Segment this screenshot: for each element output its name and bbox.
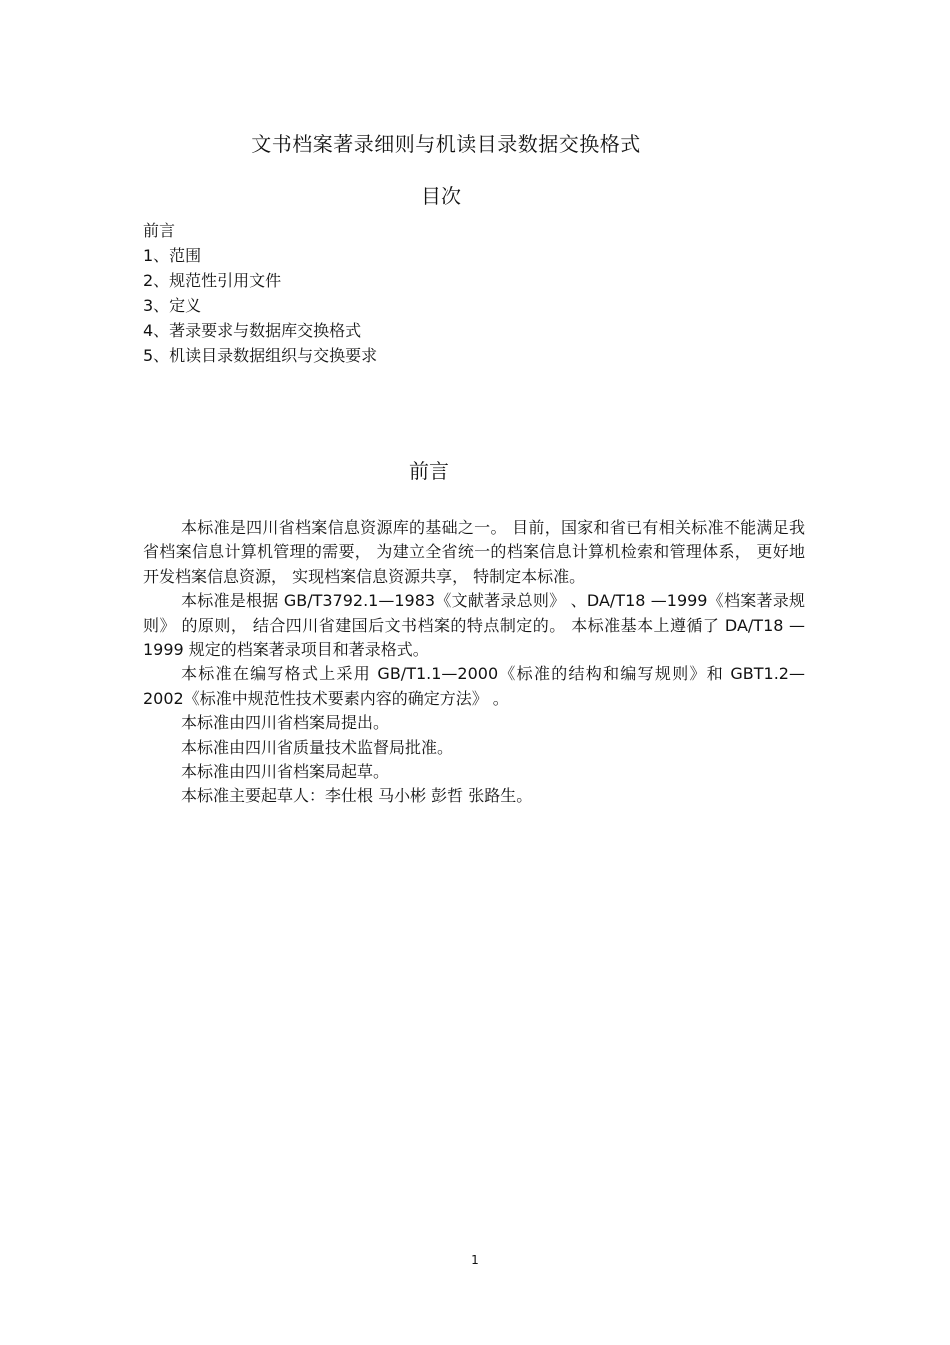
table-of-contents bbox=[143, 218, 377, 368]
preface-paragraph: 本标准由四川省档案局起草。 bbox=[181, 762, 390, 782]
toc-item: 5、机读目录数据组织与交换要求 bbox=[143, 346, 378, 365]
preface-paragraph: 本标准由四川省质量技术监督局批准。 bbox=[181, 737, 454, 757]
preface-paragraph: 本标准在编写格式上采用 GB/T1.1—2000《标准的结构和编写规则》和 GBT1.2—2002《标准中规范性技术要素内容的确定方法》 。 bbox=[143, 664, 805, 708]
preface-paragraph: 本标准由四川省档案局提出。 bbox=[181, 713, 390, 733]
preface-heading: 前言 bbox=[409, 459, 449, 483]
preface-paragraph: 本标准主要起草人：李仕根 马小彬 彭哲 张路生。 bbox=[181, 786, 533, 806]
preface-paragraph: 本标准是根据 GB/T3792.1—1983《文献著录总则》 、DA/T18 —1999《档案著录规则》 的原则， 结合四川省建国后文书档案的特点制定的。 本标准基本上遵循了 DA/T18 —1999 规定的档案著录项目和著录格式。 bbox=[143, 591, 805, 660]
preface-body bbox=[143, 516, 805, 809]
page-number: 1 bbox=[471, 1253, 479, 1267]
preface-paragraph: 本标准是四川省档案信息资源库的基础之一。 目前，国家和省已有相关标准不能满足我省档案信息计算机管理的需要， 为建立全省统一的档案信息计算机检索和管理体系， 更好地开发档案信息资源， 实现档案信息资源共享， 特制定本标准。 bbox=[143, 518, 805, 586]
toc-item: 4、著录要求与数据库交换格式 bbox=[143, 321, 362, 340]
document-title: 文书档案著录细则与机读目录数据交换格式 bbox=[251, 132, 641, 156]
toc-item: 前言 bbox=[143, 221, 176, 240]
toc-item: 3、定义 bbox=[143, 296, 202, 315]
toc-item: 1、范围 bbox=[143, 246, 202, 265]
toc-heading: 目次 bbox=[421, 184, 461, 208]
toc-item: 2、规范性引用文件 bbox=[143, 271, 282, 290]
